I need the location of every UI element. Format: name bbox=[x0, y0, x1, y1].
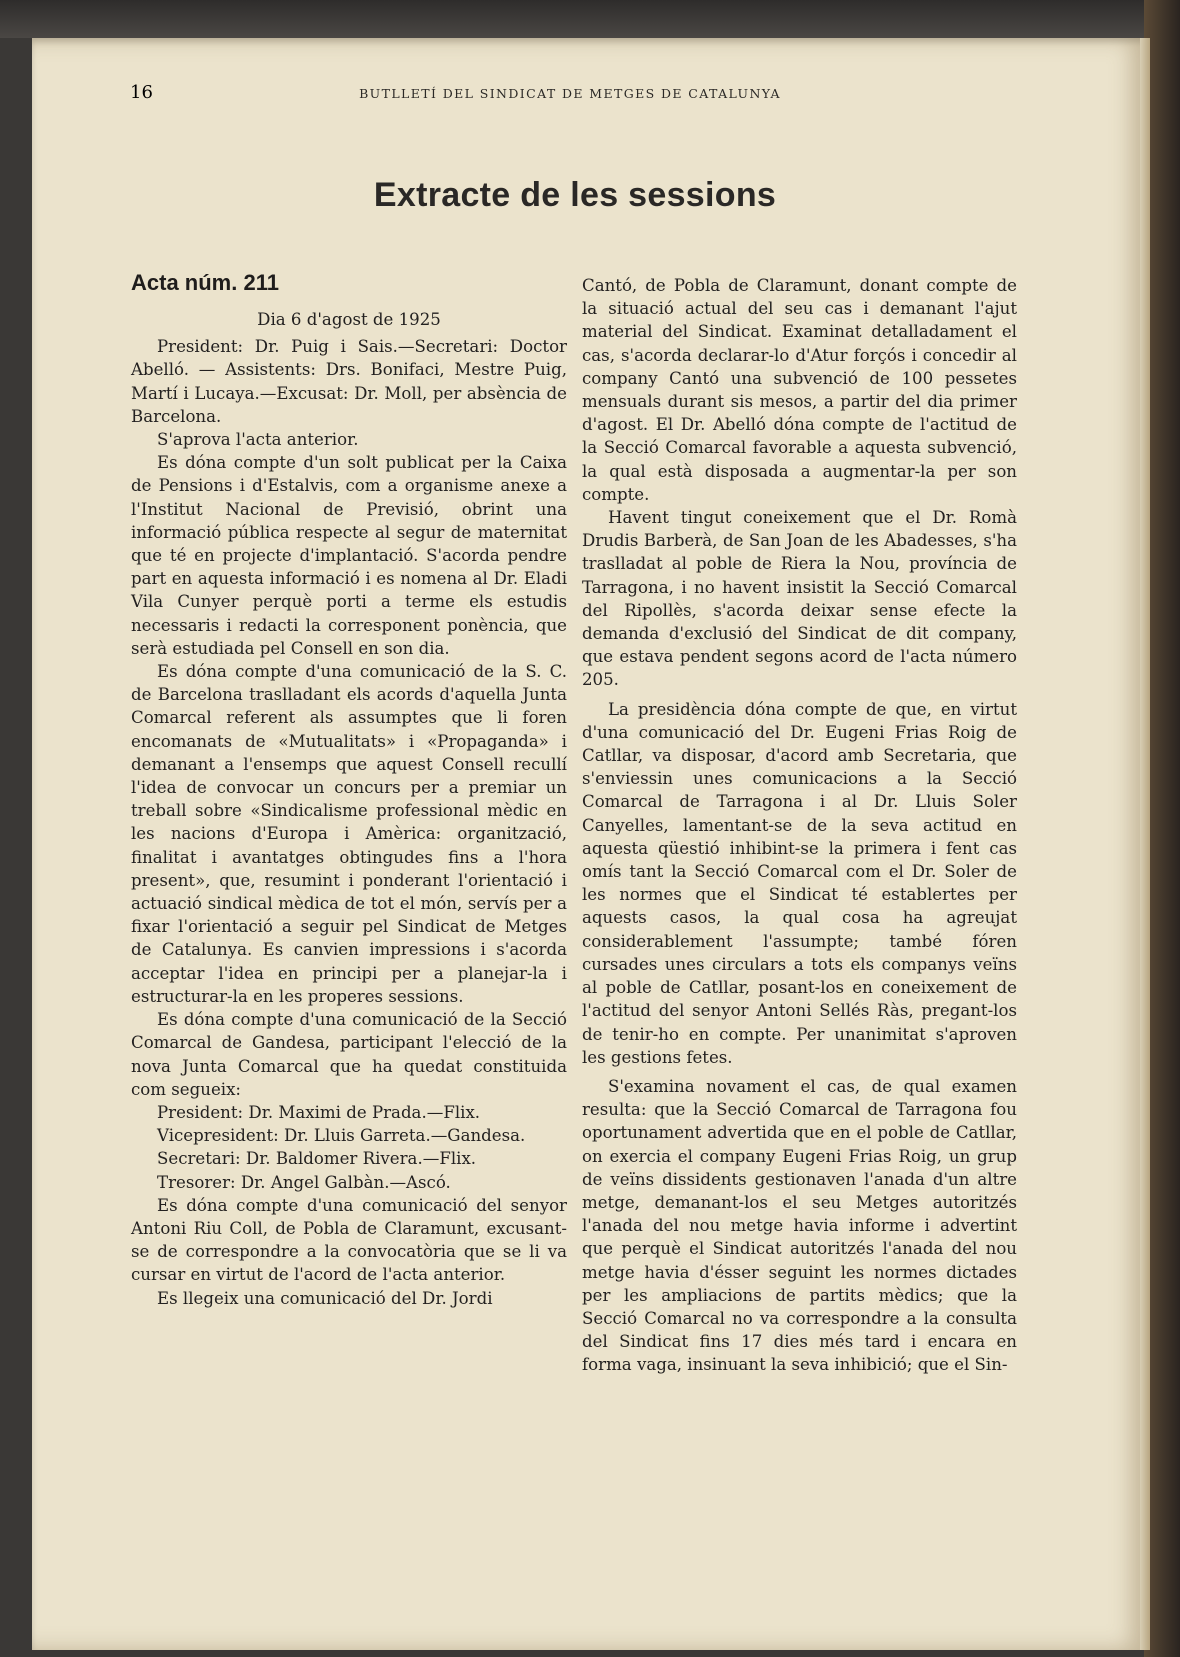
page-number: 16 bbox=[130, 82, 153, 103]
journal-title: BUTLLETÍ DEL SINDICAT DE METGES DE CATALUNYA bbox=[359, 86, 781, 101]
right-column bbox=[582, 274, 1017, 1377]
paragraph: Es dóna compte d'un solt publicat per la Caixa de Pensions i d'Estalvis, com a organisme anexe a l'Institut Nacional de Previsió, obrint una informació pública respecte al segur de maternitat que té en projecte d'implantació. S'acorda pendre part en aquesta informació i es nomena al Dr. Eladi Vila Cunyer perquè porti a terme els estudis necessaris i redacti la corresponent ponència, que serà estudiada pel Consell en son dia. bbox=[131, 453, 567, 658]
paragraph: Cantó, de Pobla de Claramunt, donant compte de la situació actual del seu cas i demanant l'ajut material del Sindicat. Examinat detalladament el cas, s'acorda declarar-lo d'Atur forçós i concedir al company Cantó una subvenció de 100 pessetes mensuals durant sis mesos, a partir del dia primer d'agost. El Dr. Abelló dóna compte de l'actitud de la Secció Comarcal favorable a aquesta subvenció, la qual està disposada a augmentar-la per son compte. bbox=[582, 276, 1017, 504]
session-date: Dia 6 d'agost de 1925 bbox=[257, 310, 441, 329]
paragraph: Es llegeix una comunicació del Dr. Jordi bbox=[157, 1288, 493, 1308]
board-member-line: Tresorer: Dr. Angel Galbàn.—Ascó. bbox=[157, 1172, 451, 1192]
paragraph: President: Dr. Puig i Sais.—Secretari: Doctor Abelló. — Assistents: Drs. Bonifaci, Mestre Puig, Martí i Lucaya.—Excusat: Dr. Moll, per absència de Barcelona. bbox=[131, 337, 567, 426]
section-title: Acta núm. 211 bbox=[131, 270, 279, 295]
page-title: Extracte de les sessions bbox=[373, 176, 777, 214]
paragraph: Es dóna compte d'una comunicació de la Secció Comarcal de Gandesa, participant l'elecció de la nova Junta Comarcal que ha quedat constituida com segueix: bbox=[131, 1010, 567, 1099]
scanner-background-top bbox=[0, 0, 1180, 38]
page-binding-edge bbox=[1140, 38, 1150, 1650]
left-column bbox=[131, 258, 567, 1310]
paragraph: Es dóna compte d'una comunicació de la S. C. de Barcelona traslladant els acords d'aquella Junta Comarcal referent als assumptes que li foren encomanats de «Mutualitats» i «Propaganda» i demanant a l'ensemps que aquest Consell recullí l'idea de convocar un concurs per a premiar un treball sobre «Sindicalisme professional mèdic en les nacions d'Europa i Amèrica: organització, finalitat i avantatges obtingudes fins a l'hora present», que, resumint i ponderant l'orientació i actuació sindical mèdica de tot el món, servís per a fixar l'orientació a seguir pel Sindicat de Metges de Catalunya. Es canvien impressions i s'acorda acceptar l'idea en principi per a planejar-la i estructurar-la en les properes sessions. bbox=[131, 662, 567, 1006]
paragraph: Havent tingut coneixement que el Dr. Romà Drudis Barberà, de San Joan de les Abadesses, s'ha traslladat al poble de Riera la Nou, província de Tarragona, i no havent insistit la Secció Comarcal del Ripollès, s'acorda deixar sense efecte la demanda d'exclusió del Sindicat de dit company, que estava pendent segons acord de l'acta número 205. bbox=[582, 508, 1017, 690]
paragraph: S'aprova l'acta anterior. bbox=[157, 430, 359, 450]
board-member-line: President: Dr. Maximi de Prada.—Flix. bbox=[157, 1102, 481, 1122]
paragraph: Es dóna compte d'una comunicació del senyor Antoni Riu Coll, de Pobla de Claramunt, excusant-se de correspondre a la convocatòria que se li va cursar en virtut de l'acord de l'acta anterior. bbox=[131, 1195, 567, 1285]
board-member-line: Secretari: Dr. Baldomer Rivera.—Flix. bbox=[157, 1149, 477, 1169]
paragraph: La presidència dóna compte de que, en virtut d'una comunicació del Dr. Eugeni Frias Roig de Catllar, va disposar, d'acord amb Secretaria, que s'enviessin unes comunicacions a la Secció Comarcal de Tarragona i al Dr. Lluis Soler Canyelles, lamentant-se de la seva actitud en aquesta qüestió inhibint-se la primera i fent cas omís tant la Secció Comarcal com el Dr. Soler de les normes que el Sindicat té establertes per aquests casos, la qual cosa ha agreujat considerablement l'assumpte; també fóren cursades unes circulars a tots els companys veïns al poble de Catllar, posant-los en coneixement de l'actitud del senyor Antoni Sellés Ràs, pregant-los de tenir-ho en compte. Per unanimitat s'aproven les gestions fetes. bbox=[582, 699, 1017, 1067]
board-member-line: Vicepresident: Dr. Lluis Garreta.—Gandesa. bbox=[157, 1126, 526, 1146]
paragraph: S'examina novament el cas, de qual examen resulta: que la Secció Comarcal de Tarragona fou oportunament advertida que en el poble de Catllar, on exercia el company Eugeni Frias Roig, un grup de veïns dissidents gestionaven l'anada d'un altre metge, demanant-los el seu Metges autoritzés l'anada del nou metge havia informe i advertint que perquè el Sindicat autoritzés l'anada del nou metge havia d'ésser seguint les normes dictades per les ampliacions de partits mèdics; que la Secció Comarcal no va correspondre a la consulta del Sindicat fins 17 dies més tard i encara en forma vaga, insinuant la seva inhibició; que el Sin- bbox=[582, 1076, 1017, 1375]
